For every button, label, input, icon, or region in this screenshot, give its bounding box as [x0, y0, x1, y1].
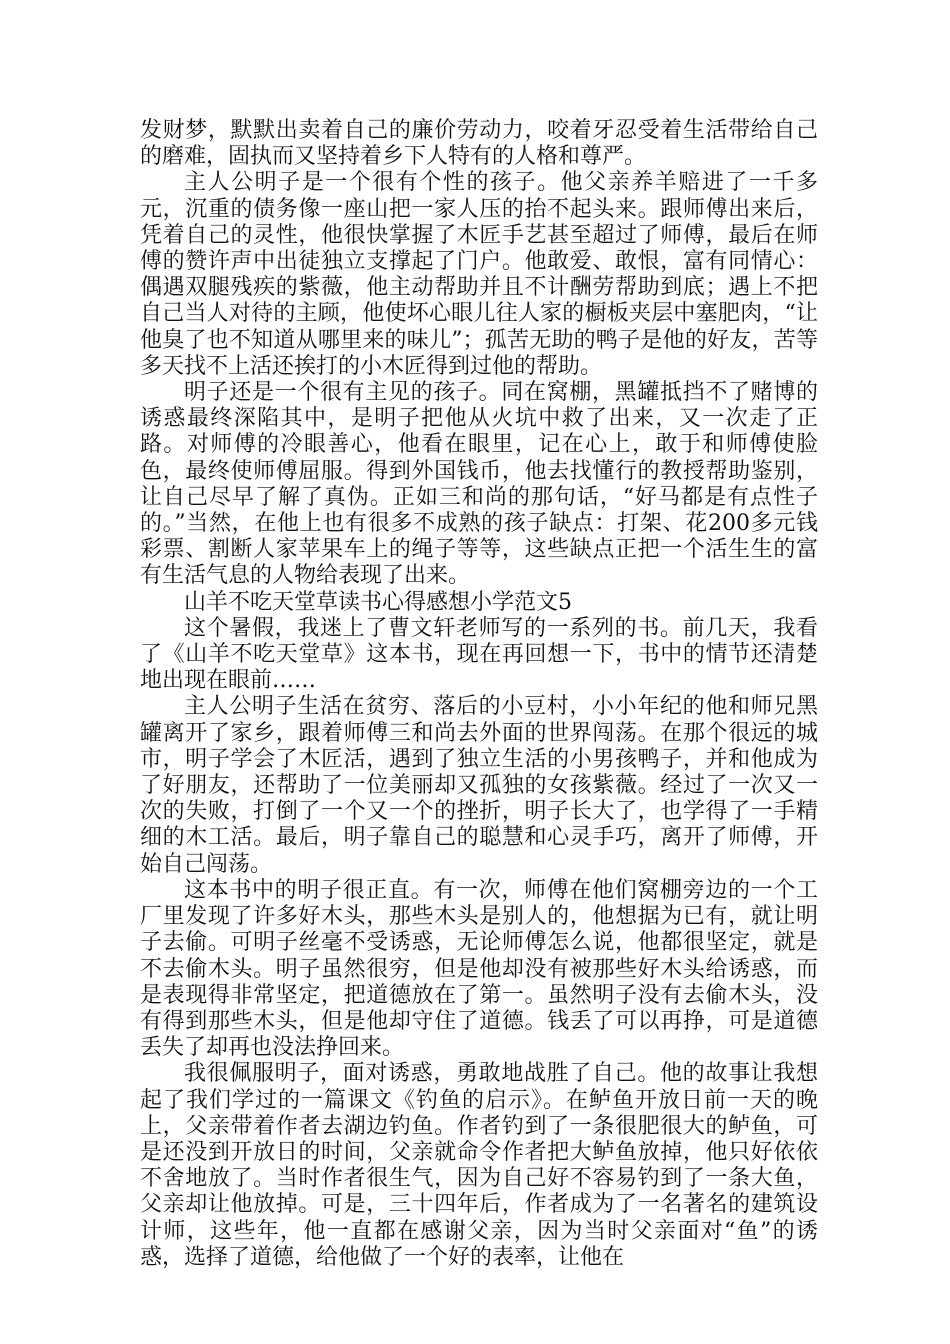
paragraph-mingzi-personality: 主人公明子是一个很有个性的孩子。他父亲养羊赔进了一千多元，沉重的债务像一座山把一家人压的抬不起头来。跟师傅出来后，凭着自己的灵性，他很快掌握了木匠手艺甚至超过了师傅，最后在师傅的赞许声中出徒独立支撑起了门户。他敢爱、敢恨，富有同情心：偶遇双腿残疾的紫薇，他主动帮助并且不计酬劳帮助到底；遇上不把自己当人对待的主顾，他使坏心眼儿往人家的橱板夹层中塞肥肉，“让他臭了也不知道从哪里来的味儿”；孤苦无助的鸭子是他的好友，苦等多天找不上活还挨打的小木匠得到过他的帮助。: [140, 170, 818, 379]
paragraph-story-summary: 主人公明子生活在贫穷、落后的小豆村，小小年纪的他和师兄黑罐离开了家乡，跟着师傅三和尚去外面的世界闯荡。在那个很远的城市，明子学会了木匠活，遇到了独立生活的小男孩鸭子，并和他成为了好朋友，还帮助了一位美丽却又孤独的女孩紫薇。经过了一次又一次的失败，打倒了一个又一个的挫折，明子长大了，也学得了一手精细的木工活。最后，明子靠自己的聪慧和心灵手巧，离开了师傅，开始自己闯荡。: [140, 694, 818, 877]
paragraph-fishing-lesson: 我很佩服明子，面对诱惑，勇敢地战胜了自己。他的故事让我想起了我们学过的一篇课文《钓鱼的启示》。在鲈鱼开放日前一天的晚上，父亲带着作者去湖边钓鱼。作者钓到了一条很肥很大的鲈鱼，可是还没到开放日的时间，父亲就命令作者把大鲈鱼放掉，他只好依依不舍地放了。当时作者很生气，因为自己好不容易钓到了一条大鱼，父亲却让他放掉。可是，三十四年后，作者成为了一名著名的建筑设计师，这些年，他一直都在感谢父亲，因为当时父亲面对“鱼”的诱惑，选择了道德，给他做了一个好的表率，让他在: [140, 1061, 818, 1270]
section-heading: 山羊不吃天堂草读书心得感想小学范文5: [184, 589, 572, 615]
document-page: [140, 118, 818, 1271]
paragraph-mingzi-integrity: 这本书中的明子很正直。有一次，师傅在他们窝棚旁边的一个工厂里发现了许多好木头，那些木头是别人的，他想据为已有，就让明子去偷。可明子丝毫不受诱惑，无论师傅怎么说，他都很坚定，就是不去偷木头。明子虽然很穷，但是他却没有被那些好木头给诱惑，而是表现得非常坚定，把道德放在了第一。虽然明子没有去偷木头，没有得到那些木头，但是他却守住了道德。钱丢了可以再挣，可是道德丢失了却再也没法挣回来。: [140, 877, 818, 1061]
paragraph-mingzi-opinion: 明子还是一个很有主见的孩子。同在窝棚，黑罐抵挡不了赌博的诱惑最终深陷其中，是明子把他从火坑中救了出来，又一次走了正路。对师傅的冷眼善心，他看在眼里，记在心上，敢于和师傅使脸色，最终使师傅屈服。得到外国钱币，他去找懂行的教授帮助鉴别，让自己尽早了解了真伪。正如三和尚的那句话，“好马都是有点性子的。”当然，在他上也有很多不成熟的孩子缺点：打架、花200多元钱彩票、割断人家苹果车上的绳子等等，这些缺点正把一个活生生的富有生活气息的人物给表现了出来。: [140, 380, 818, 589]
paragraph-summer-reading: 这个暑假，我迷上了曹文轩老师写的一系列的书。前几天，我看了《山羊不吃天堂草》这本书，现在再回想一下，书中的情节还清楚地出现在眼前……: [140, 615, 818, 694]
paragraph-continuation: 发财梦，默默出卖着自己的廉价劳动力，咬着牙忍受着生活带给自己的磨难，固执而又坚持着乡下人特有的人格和尊严。: [140, 118, 818, 170]
